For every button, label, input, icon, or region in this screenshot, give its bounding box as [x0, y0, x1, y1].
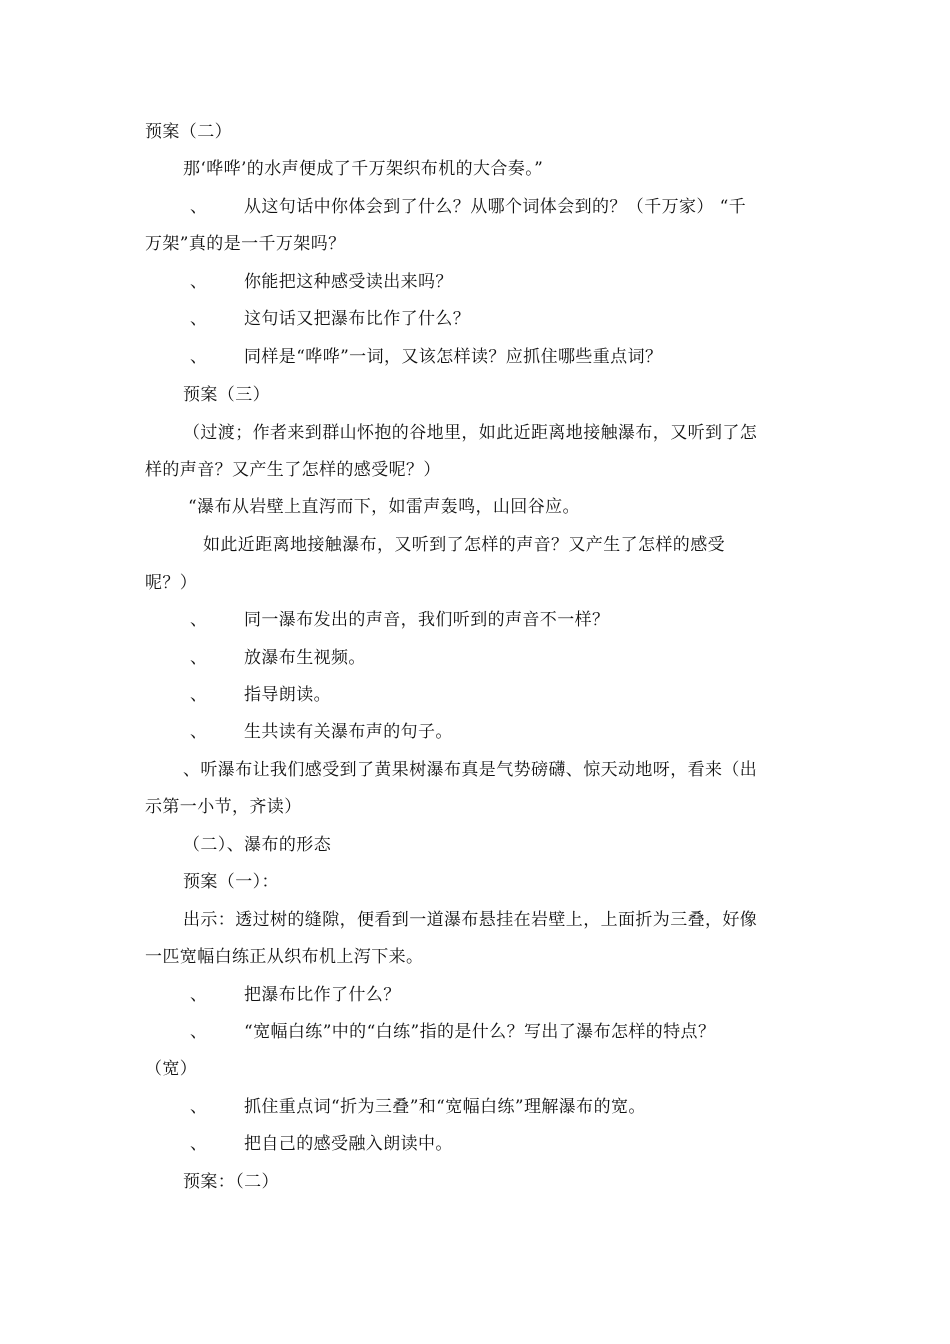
- quote-weaving-sound: 那‘哗哗’的水声便成了千万架织布机的大合奏。”: [183, 159, 544, 179]
- list-bullet: 、: [190, 722, 208, 742]
- step-2-text: 放瀑布生视频。: [244, 648, 366, 668]
- section-2-heading: （二）、瀑布的形态: [183, 835, 332, 855]
- list-bullet: 、: [190, 1097, 208, 1117]
- list-bullet: 、: [190, 685, 208, 705]
- list-bullet: 、: [190, 1022, 208, 1042]
- list-bullet: 、: [190, 648, 208, 668]
- transition-line-1: （过渡；作者来到群山怀抱的谷地里，如此近距离地接触瀑布，又听到了怎: [183, 423, 758, 443]
- quote-waterfall-sound: “瀑布从岩壁上直泻而下，如雷声轰鸣，山回谷应。: [188, 497, 580, 517]
- task-4-text: 把自己的感受融入朗读中。: [244, 1134, 453, 1154]
- question-2-text: 你能把这种感受读出来吗？: [244, 272, 453, 292]
- display-line-1: 出示：透过树的缝隙，便看到一道瀑布悬挂在岩壁上，上面折为三叠，好像: [183, 910, 758, 930]
- list-bullet: 、: [190, 347, 208, 367]
- task-1-text: 把瀑布比作了什么？: [244, 985, 401, 1005]
- step-3-text: 指导朗读。: [244, 685, 331, 705]
- display-line-2: 一匹宽幅白练正从织布机上泻下来。: [145, 947, 424, 967]
- repeat-question-line-2: 呢？）: [145, 573, 198, 593]
- plan-2b-heading: 预案：（二）: [183, 1172, 279, 1192]
- task-2-line-2: （宽）: [145, 1059, 198, 1079]
- transition-line-2: 样的声音？又产生了怎样的感受呢？）: [145, 460, 441, 480]
- list-bullet: 、: [190, 1134, 208, 1154]
- question-1-line-1: 从这句话中你体会到了什么？从哪个词体会到的？（千万家） “千: [244, 197, 747, 217]
- list-bullet: 、: [190, 309, 208, 329]
- summary-line-1: 、听瀑布让我们感受到了黄果树瀑布真是气势磅礴、惊天动地呀，看来（出: [183, 760, 758, 780]
- list-bullet: 、: [190, 197, 208, 217]
- task-3-text: 抓住重点词“折为三叠”和“宽幅白练”理解瀑布的宽。: [244, 1097, 646, 1117]
- list-bullet: 、: [190, 272, 208, 292]
- question-4-text: 同样是“哗哗”一词，又该怎样读？应抓住哪些重点词？: [244, 347, 663, 367]
- plan-3-heading: 预案（三）: [183, 385, 270, 405]
- question-1-line-2: 万架”真的是一千万架吗？: [145, 234, 346, 254]
- list-bullet: 、: [190, 985, 208, 1005]
- repeat-question-line-1: 如此近距离地接触瀑布，又听到了怎样的声音？又产生了怎样的感受: [203, 535, 725, 555]
- step-1-text: 同一瀑布发出的声音，我们听到的声音不一样？: [244, 610, 610, 630]
- task-2-line-1: “宽幅白练”中的“白练”指的是什么？写出了瀑布怎样的特点？: [244, 1022, 716, 1042]
- step-4-text: 生共读有关瀑布声的句子。: [244, 722, 453, 742]
- plan-1b-heading: 预案（一）：: [183, 872, 279, 892]
- plan-2-heading: 预案（二）: [145, 122, 232, 142]
- summary-line-2: 示第一小节，齐读）: [145, 797, 302, 817]
- list-bullet: 、: [190, 610, 208, 630]
- question-3-text: 这句话又把瀑布比作了什么？: [244, 309, 471, 329]
